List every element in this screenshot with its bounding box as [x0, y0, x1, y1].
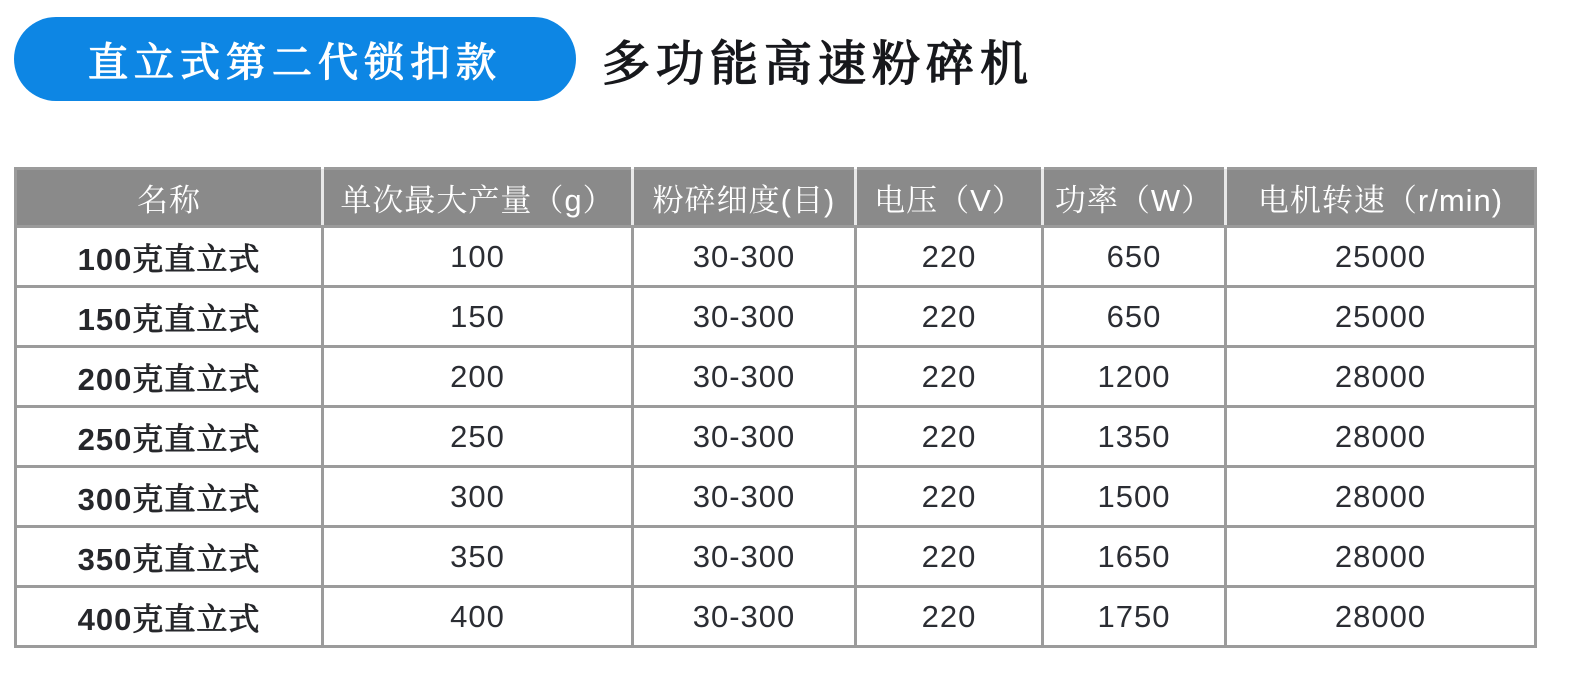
- table-row: [16, 227, 1536, 287]
- page-header: [0, 0, 1572, 101]
- spec-table: [14, 167, 1537, 648]
- spec-value-cell: 1350: [1043, 407, 1226, 467]
- column-header: 电压（V）: [856, 169, 1043, 227]
- spec-value-cell: 350: [323, 527, 633, 587]
- column-header: 单次最大产量（g）: [323, 169, 633, 227]
- spec-table-body: [16, 227, 1536, 647]
- spec-value-cell: 30-300: [633, 347, 856, 407]
- spec-value-cell: 220: [856, 227, 1043, 287]
- spec-value-cell: 220: [856, 347, 1043, 407]
- spec-value-cell: 28000: [1226, 467, 1536, 527]
- spec-value-cell: 28000: [1226, 527, 1536, 587]
- table-row: [16, 347, 1536, 407]
- spec-value-cell: 30-300: [633, 287, 856, 347]
- table-row: [16, 587, 1536, 647]
- table-row: [16, 527, 1536, 587]
- spec-value-cell: 1650: [1043, 527, 1226, 587]
- model-name-cell: 400克直立式: [16, 587, 323, 647]
- model-series-badge: 直立式第二代锁扣款: [14, 17, 576, 101]
- model-name-cell: 250克直立式: [16, 407, 323, 467]
- spec-value-cell: 250: [323, 407, 633, 467]
- spec-value-cell: 220: [856, 467, 1043, 527]
- column-header: 粉碎细度(目): [633, 169, 856, 227]
- spec-value-cell: 28000: [1226, 407, 1536, 467]
- spec-value-cell: 28000: [1226, 587, 1536, 647]
- spec-value-cell: 150: [323, 287, 633, 347]
- spec-value-cell: 650: [1043, 287, 1226, 347]
- product-title: 多功能高速粉碎机: [602, 37, 1035, 91]
- header-row: [16, 169, 1536, 227]
- model-name-cell: 350克直立式: [16, 527, 323, 587]
- spec-value-cell: 220: [856, 587, 1043, 647]
- table-row: [16, 287, 1536, 347]
- spec-value-cell: 30-300: [633, 527, 856, 587]
- spec-value-cell: 30-300: [633, 407, 856, 467]
- column-header: 名称: [16, 169, 323, 227]
- spec-value-cell: 25000: [1226, 287, 1536, 347]
- spec-table-head: [16, 169, 1536, 227]
- spec-value-cell: 220: [856, 527, 1043, 587]
- table-row: [16, 467, 1536, 527]
- spec-value-cell: 30-300: [633, 227, 856, 287]
- spec-value-cell: 28000: [1226, 347, 1536, 407]
- spec-value-cell: 1500: [1043, 467, 1226, 527]
- model-name-cell: 150克直立式: [16, 287, 323, 347]
- spec-value-cell: 30-300: [633, 587, 856, 647]
- model-name-cell: 200克直立式: [16, 347, 323, 407]
- column-header: 功率（W）: [1043, 169, 1226, 227]
- spec-value-cell: 200: [323, 347, 633, 407]
- spec-value-cell: 1750: [1043, 587, 1226, 647]
- spec-value-cell: 220: [856, 287, 1043, 347]
- spec-value-cell: 300: [323, 467, 633, 527]
- model-name-cell: 100克直立式: [16, 227, 323, 287]
- spec-value-cell: 30-300: [633, 467, 856, 527]
- spec-value-cell: 400: [323, 587, 633, 647]
- column-header: 电机转速（r/min): [1226, 169, 1536, 227]
- table-row: [16, 407, 1536, 467]
- spec-value-cell: 100: [323, 227, 633, 287]
- spec-value-cell: 650: [1043, 227, 1226, 287]
- model-name-cell: 300克直立式: [16, 467, 323, 527]
- spec-value-cell: 25000: [1226, 227, 1536, 287]
- spec-value-cell: 1200: [1043, 347, 1226, 407]
- spec-value-cell: 220: [856, 407, 1043, 467]
